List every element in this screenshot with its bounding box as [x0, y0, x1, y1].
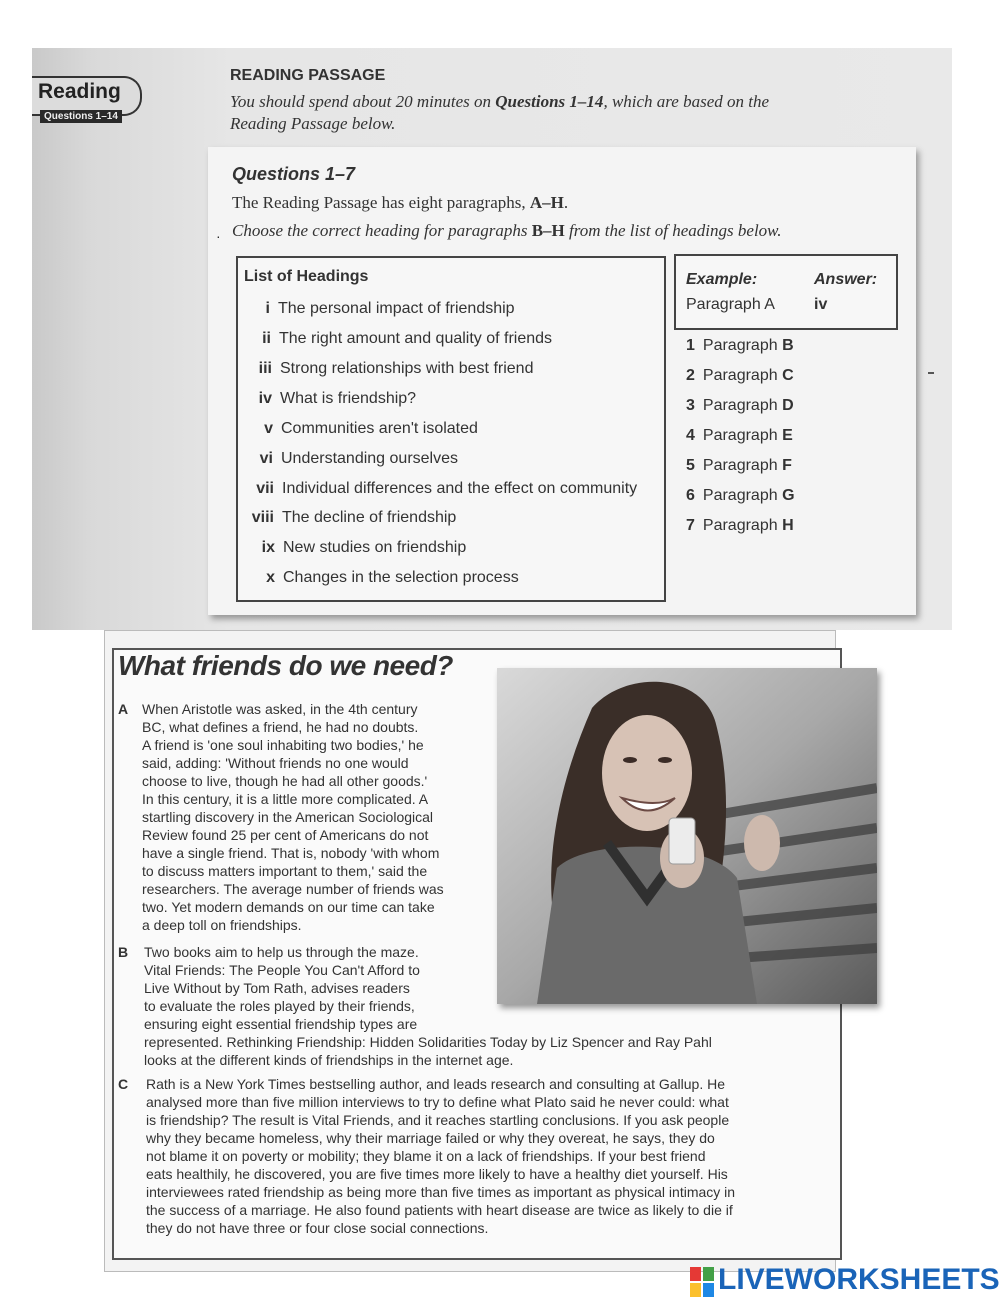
paragraph-question [686, 487, 795, 505]
example-paragraph: Paragraph A [686, 296, 775, 313]
question-number: 2 [686, 367, 695, 384]
paragraph-line: When Aristotle was asked, in the 4th century [142, 701, 418, 717]
paragraph-letter-b: B [118, 944, 129, 960]
reading-passage-title: READING PASSAGE [230, 67, 386, 84]
example-label: Example: [686, 271, 758, 288]
liveworksheets-text: LIVEWORKSHEETS [718, 1263, 1000, 1296]
question-letter: E [782, 427, 793, 444]
heading-number: vii [256, 480, 274, 497]
paragraph-question [686, 517, 794, 535]
heading-text: The decline of friendship [282, 509, 457, 526]
heading-text: The personal impact of friendship [278, 300, 515, 317]
paragraph-line: eats healthily, he discovered, you are five times more likely to have a healthy diet yourself. His [146, 1166, 728, 1182]
heading-number: iv [258, 390, 272, 407]
example-box [674, 254, 898, 330]
liveworksheets-logo-icon [690, 1267, 714, 1297]
question-number: 7 [686, 517, 695, 534]
heading-text: Strong relationships with best friend [280, 360, 534, 377]
heading-item [240, 300, 660, 324]
photo-illustration [497, 668, 877, 1004]
heading-item [243, 420, 663, 444]
question-label: Paragraph [702, 517, 778, 534]
instruction-line2: Reading Passage below. [230, 114, 396, 133]
example-answer: iv [814, 296, 828, 313]
paragraph-line: In this century, it is a little more complicated. A [142, 791, 429, 807]
answer-label: Answer: [814, 271, 878, 288]
heading-item [242, 360, 662, 384]
reading-tab-title: Reading [38, 80, 121, 103]
heading-item [241, 330, 661, 354]
heading-item [244, 509, 664, 533]
scan-mark [928, 372, 934, 374]
question-number: 6 [686, 487, 695, 504]
instruction-post: , which are based on the [603, 92, 770, 111]
paragraph-line: have a single friend. That is, nobody 'with whom [142, 845, 440, 861]
questions-line1-pre: The Reading Passage has eight paragraphs, [232, 193, 530, 212]
heading-text: New studies on friendship [283, 539, 467, 556]
paragraph-line: two. Yet modern demands on our time can take [142, 899, 435, 915]
heading-text: The right amount and quality of friends [279, 330, 553, 347]
reading-passage-instruction [230, 91, 870, 135]
headings-title: List of Headings [244, 268, 369, 285]
paragraph-line: to discuss matters important to them,' said the [142, 863, 428, 879]
paragraph-line: a deep toll on friendships. [142, 917, 302, 933]
heading-item [245, 539, 665, 563]
question-label: Paragraph [702, 337, 778, 354]
paragraph-line: startling discovery in the American Sociological [142, 809, 434, 825]
questions-line1-bold: A–H [529, 193, 564, 212]
heading-number: viii [251, 509, 274, 526]
heading-item [242, 390, 662, 414]
paragraph-line: is friendship? The result is Vital Friends, and it reaches startling conclusions. If you ask people [146, 1112, 730, 1128]
heading-item [244, 480, 664, 504]
heading-number: ii [262, 330, 271, 347]
paragraph-c [146, 1075, 735, 1237]
heading-number: i [265, 300, 270, 317]
questions-line1-post: . [563, 193, 569, 212]
paragraph-a [142, 700, 444, 934]
paragraph-line: A friend is 'one soul inhabiting two bodies,' he [142, 737, 424, 753]
question-number: 1 [686, 337, 695, 354]
heading-text: Individual differences and the effect on community [282, 480, 638, 497]
question-number: 4 [686, 427, 695, 444]
question-label: Paragraph [702, 457, 778, 474]
question-number: 5 [686, 457, 695, 474]
question-letter: C [782, 367, 794, 384]
heading-item [243, 450, 663, 474]
paragraph-question [686, 367, 794, 385]
paragraph-line: Review found 25 per cent of Americans do not [142, 827, 429, 843]
paragraph-line: to evaluate the roles played by their friends, [144, 998, 415, 1014]
question-label: Paragraph [702, 487, 778, 504]
paragraph-line: looks at the different kinds of friendships in the internet age. [144, 1052, 514, 1068]
paragraph-line: researchers. The average number of friends was [142, 881, 444, 897]
question-number: 3 [686, 397, 695, 414]
question-label: Paragraph [702, 427, 778, 444]
reading-tab-subtitle: Questions 1–14 [40, 110, 122, 123]
paragraph-line: BC, what defines a friend, he had no doubts. [142, 719, 419, 735]
heading-number: v [264, 420, 273, 437]
heading-number: x [266, 569, 275, 586]
heading-item [245, 569, 665, 593]
paragraph-line: the success of a marriage. He also found patients with heart disease are twice as likely to die if [146, 1202, 733, 1218]
paragraph-line: said, adding: 'Without friends no one would [142, 755, 409, 771]
questions-title: Questions 1–7 [232, 164, 356, 184]
paragraph-question [686, 457, 792, 475]
heading-text: Communities aren't isolated [281, 420, 478, 437]
paragraph-question [686, 337, 794, 355]
instruction-bold: Questions 1–14 [495, 92, 604, 111]
paragraph-question [686, 397, 794, 415]
paragraph-line: why they became homeless, why their marriage failed or why they overeat, he says, they do [146, 1130, 715, 1146]
question-label: Paragraph [702, 397, 778, 414]
paragraph-line: not blame it on poverty or mobility; they blame it on a lack of friendships. If your best friend [146, 1148, 706, 1164]
reading-tab [32, 76, 142, 122]
questions-line2-bold: B–H [531, 221, 565, 240]
question-label: Paragraph [702, 367, 778, 384]
questions-line1 [232, 193, 568, 213]
bullet-dot-icon: · [216, 228, 221, 244]
heading-text: Understanding ourselves [281, 450, 458, 467]
question-letter: F [782, 457, 792, 474]
questions-line2-pre: Choose the correct heading for paragraphs [232, 221, 532, 240]
question-letter: D [782, 397, 794, 414]
heading-number: vi [259, 450, 273, 467]
paragraph-line: they do not have three or four close social connections. [146, 1220, 489, 1236]
article-title: What friends do we need? [118, 650, 453, 681]
questions-line2-post: from the list of headings below. [564, 221, 782, 240]
question-letter: G [782, 487, 795, 504]
paragraph-line: ensuring eight essential friendship types are [144, 1016, 418, 1032]
paragraph-letter-c: C [118, 1076, 129, 1092]
heading-text: What is friendship? [280, 390, 417, 407]
instruction-pre: You should spend about 20 minutes on [230, 92, 496, 111]
paragraph-letter-a: A [118, 701, 129, 717]
paragraph-line: Rath is a New York Times bestselling author, and leads research and consulting at Gallup. He [146, 1076, 725, 1092]
question-letter: H [782, 517, 794, 534]
paragraph-line: represented. Rethinking Friendship: Hidden Solidarities Today by Liz Spencer and Ray Pahl [144, 1034, 712, 1050]
paragraph-line: interviewees rated friendship as being more than five times as important as physical intimacy in [146, 1184, 736, 1200]
paragraph-line: Live Without by Tom Rath, advises readers [144, 980, 410, 996]
paragraph-line: Vital Friends: The People You Can't Afford to [144, 962, 420, 978]
woman-with-phone-photo [497, 668, 877, 1004]
heading-number: ix [261, 539, 275, 556]
heading-number: iii [258, 360, 272, 377]
paragraph-line: choose to live, though he had all other goods.' [142, 773, 428, 789]
question-letter: B [782, 337, 794, 354]
questions-line2 [232, 221, 782, 241]
paragraph-line: Two books aim to help us through the maze. [144, 944, 419, 960]
paragraph-question [686, 427, 793, 445]
paragraph-line: analysed more than five million interviews to try to define what Plato said he never could: what [146, 1094, 729, 1110]
heading-text: Changes in the selection process [283, 569, 519, 586]
